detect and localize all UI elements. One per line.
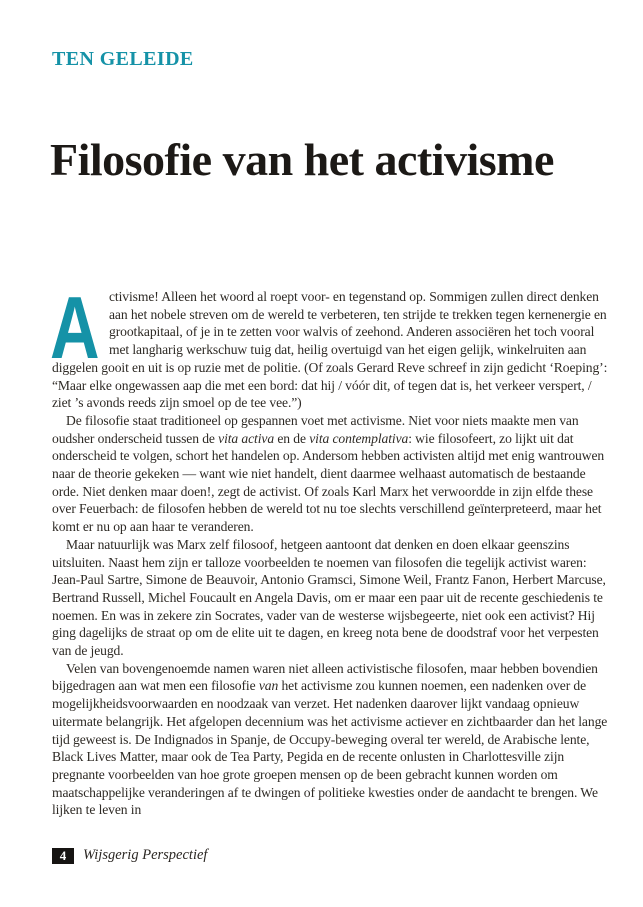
- drop-cap-letter: A: [50, 278, 100, 377]
- journal-title: Wijsgerig Perspectief: [83, 847, 208, 863]
- page-number-badge: 4: [52, 848, 74, 864]
- article-title: Filosofie van het activisme: [50, 134, 554, 185]
- paragraph-4: Velen van bovengenoemde namen waren niet alleen activistische filosofen, maar hebben bovendien bijgedragen aan wat men een filosofie van het activisme zou kunnen noemen, een nadenken over de mogelijkheidsvoorwaarden en noodzaak van verzet. Het nadenken daarover lijkt vandaag opnieuw uitermate belangrijk. Het afgelopen decennium was het activisme actiever en zichtbaarder dan het lange tijd geweest is. De Indignados in Spanje, de Occupy-beweging overal ter wereld, de Arabische lente, Black Lives Matter, maar ook de Tea Party, Pegida en de recente onlusten in Charlottesville zijn pregnante voorbeelden van hoe grote groepen mensen op de been gebracht kunnen worden om maatschappelijke veranderingen af te dwingen of politieke kwesties onder de aandacht te brengen. We lijken te leven in: [52, 660, 608, 818]
- paragraph-1: A ctivisme! Alleen het woord al roept voor- en tegenstand op. Sommigen zullen direct denken aan het nobele streven om de wereld te verbeteren, ten strijde te trekken tegen kernenergie en grootkapitaal, of je in te zetten voor walvis of zeehond. Anderen associëren het toch vooral met langharig werkschuw tuig dat, heilig overtuigd van het eigen gelijk, winkelruiten aan diggelen gooit en uit is op ruzie met de politie. (Of zoals Gerard Reve schreef in zijn gedicht ‘Roeping’: “Maar elke ongewassen aap die met een bord: dat hij / vóór dit, of tegen dat is, het verkeer verspert, / ziet ’s avonds reeds zijn smoel op de tee vee.”): [50, 278, 608, 411]
- page-footer: [52, 847, 207, 864]
- drop-cap: [50, 278, 102, 377]
- article-body: [50, 278, 614, 819]
- section-label: TEN GELEIDE: [52, 48, 194, 70]
- paragraph-3: Maar natuurlijk was Marx zelf filosoof, hetgeen aantoont dat denken en doen elkaar geenszins uitsluiten. Naast hem zijn er talloze voorbeelden te noemen van filosofen die tegelijk activist waren: Jean-Paul Sartre, Simone de Beauvoir, Antonio Gramsci, Simone Weil, Frantz Fanon, Herbert Marcuse, Bertrand Russell, Michel Foucault en Angela Davis, om er maar een paar uit de recente geschiedenis te noemen. En was in zekere zin Socrates, vader van de westerse wijsbegeerte, niet ook een activist? Hij ging dagelijks de straat op om de elite uit te dagen, en kreeg nota bene de doodstraf voor het verpesten van de jeugd.: [52, 536, 606, 659]
- paragraph-2: De filosofie staat traditioneel op gespannen voet met activisme. Niet voor niets maakte men van oudsher onderscheid tussen de vita activa en de vita contemplativa: wie filosofeert, zo lijkt uit dat onderscheid te volgen, schort het handelen op. Andersom hebben activisten altijd met enig wantrouwen naar de theorie gekeken — want wie niet handelt, dient daarmee welhaast automatisch de bestaande orde. Niet denken maar doen!, zegt de activist. Of zoals Karl Marx het verwoordde in zijn elfde these over Feuerbach: de filosofen hebben de wereld tot nu toe slechts verschillend geïnterpreteerd, maar het komt er nu op aan haar te veranderen.: [52, 412, 605, 535]
